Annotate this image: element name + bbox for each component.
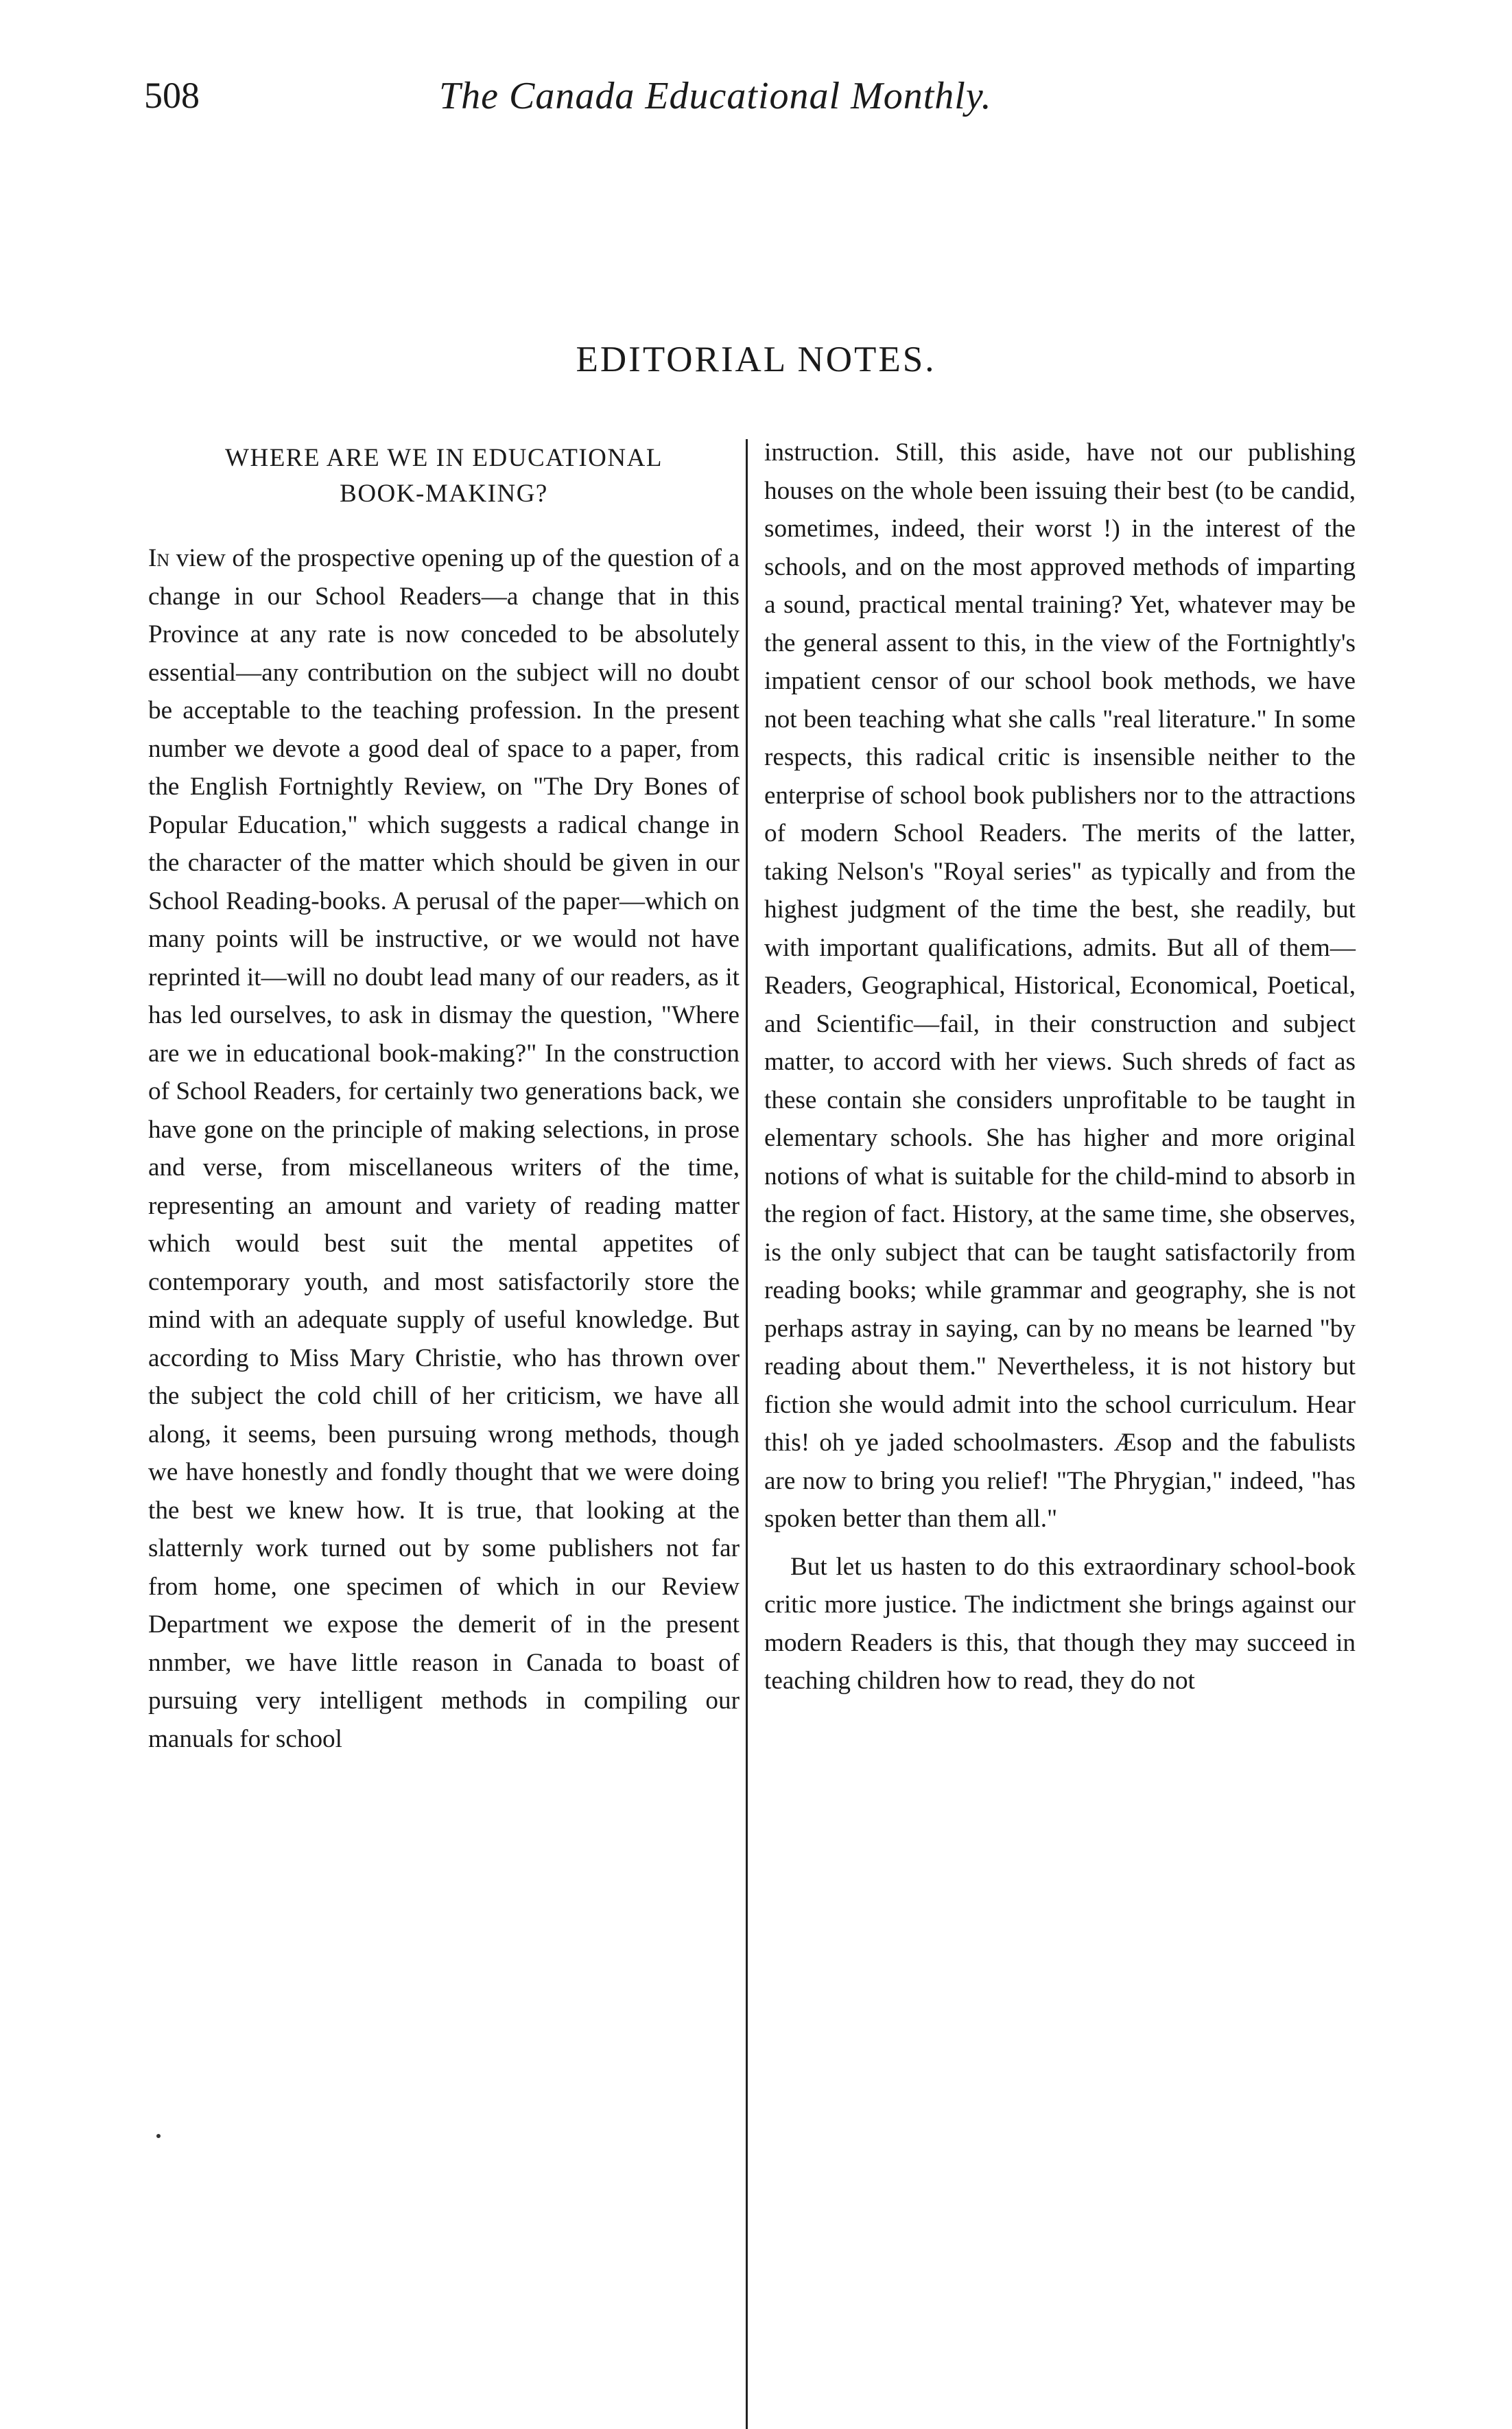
ink-speck (156, 2134, 161, 2138)
paragraph-lead-word: In (148, 544, 170, 572)
paragraph: instruction. Still, this aside, have not our publishing houses on the whole been issuing their best (to be candid, sometimes, indeed, their worst !) in the interest of the schools, and on the most approved methods of imparting a sound, practical mental training? Yet, whatever may be the general assent to this, in the view of the Fortnightly's impatient censor of our school book methods, we have not been teaching what she calls "real literature." In some respects, this radical critic is insensible neither to the enterprise of school book publishers nor to the attractions of modern School Readers. The merits of the latter, taking Nelson's "Royal series" as typically and from the highest judgment of the time the best, she readily, but with important qualifications, admits. But all of them—Readers, Geographical, Historical, Economical, Poetical, and Scientific—fail, in their construction and subject matter, to accord with her views. Such shreds of fact as these contain she considers unprofitable to be taught in elementary schools. She has higher and more original notions of what is suitable for the child-mind to absorb in the region of fact. History, at the same time, she observes, is the only subject that can be taught satisfactorily from reading books; while grammar and geography, she is not perhaps astray in saying, can by no means be learned "by reading about them." Nevertheless, it is not history but fiction she would admit into the school curriculum. Hear this! oh ye jaded schoolmasters. Æsop and the fabulists are now to bring you relief! "The Phrygian," indeed, "has spoken better than them all." (764, 438, 1356, 1533)
article-heading (148, 441, 740, 512)
page-number: 508 (144, 75, 200, 116)
paragraph: But let us hasten to do this extraordinary school-book critic more justice. The indictment she brings against our modern Readers is this, that though they may succeed in teaching children how to read, they do not (764, 1552, 1356, 1695)
right-column (764, 434, 1356, 1710)
left-column (148, 434, 740, 1768)
article-heading-line-2: BOOK-MAKING? (340, 480, 548, 508)
column-divider (746, 439, 748, 2429)
running-title: The Canada Educational Monthly. (439, 75, 992, 117)
section-title: EDITORIAL NOTES. (576, 340, 936, 379)
paragraph-text: view of the prospective opening up of the question of a change in our School Readers—a change that in this Province at any rate is now conceded to be absolutely essential—any contribution on the subject will no doubt be acceptable to the teaching profession. In the present number we devote a good deal of space to a paper, from the English Fortnightly Review, on "The Dry Bones of Popular Education," which suggests a radical change in the character of the matter which should be given in our School Reading-books. A perusal of the paper—which on many points will be instructive, or we would not have reprinted it—will no doubt lead many of our readers, as it has led ourselves, to ask in dismay the question, "Where are we in educational book-making?" In the construction of School Readers, for certainly two generations back, we have gone on the principle of making selections, in prose and verse, from miscellaneous writers of the time, representing an amount and variety of reading matter which would best suit the mental appetites of contemporary youth, and most satisfactorily store the mind with an adequate supply of useful knowledge. But according to Miss Mary Christie, who has thrown over the subject the cold chill of her criticism, we have all along, it seems, been pursuing wrong methods, though we have honestly and fondly thought that we were doing the best we knew how. It is true, that looking at the slatternly work turned out by some publishers not far from home, one specimen of which in our Review Department we expose the demerit of in the present nnmber, we have little reason in Canada to boast of pursuing very intelligent methods in compiling our manuals for school (148, 544, 740, 1753)
article-heading-line-1: WHERE ARE WE IN EDUCATIONAL (225, 444, 663, 472)
paragraph (148, 539, 740, 1758)
page-header (144, 77, 1351, 132)
